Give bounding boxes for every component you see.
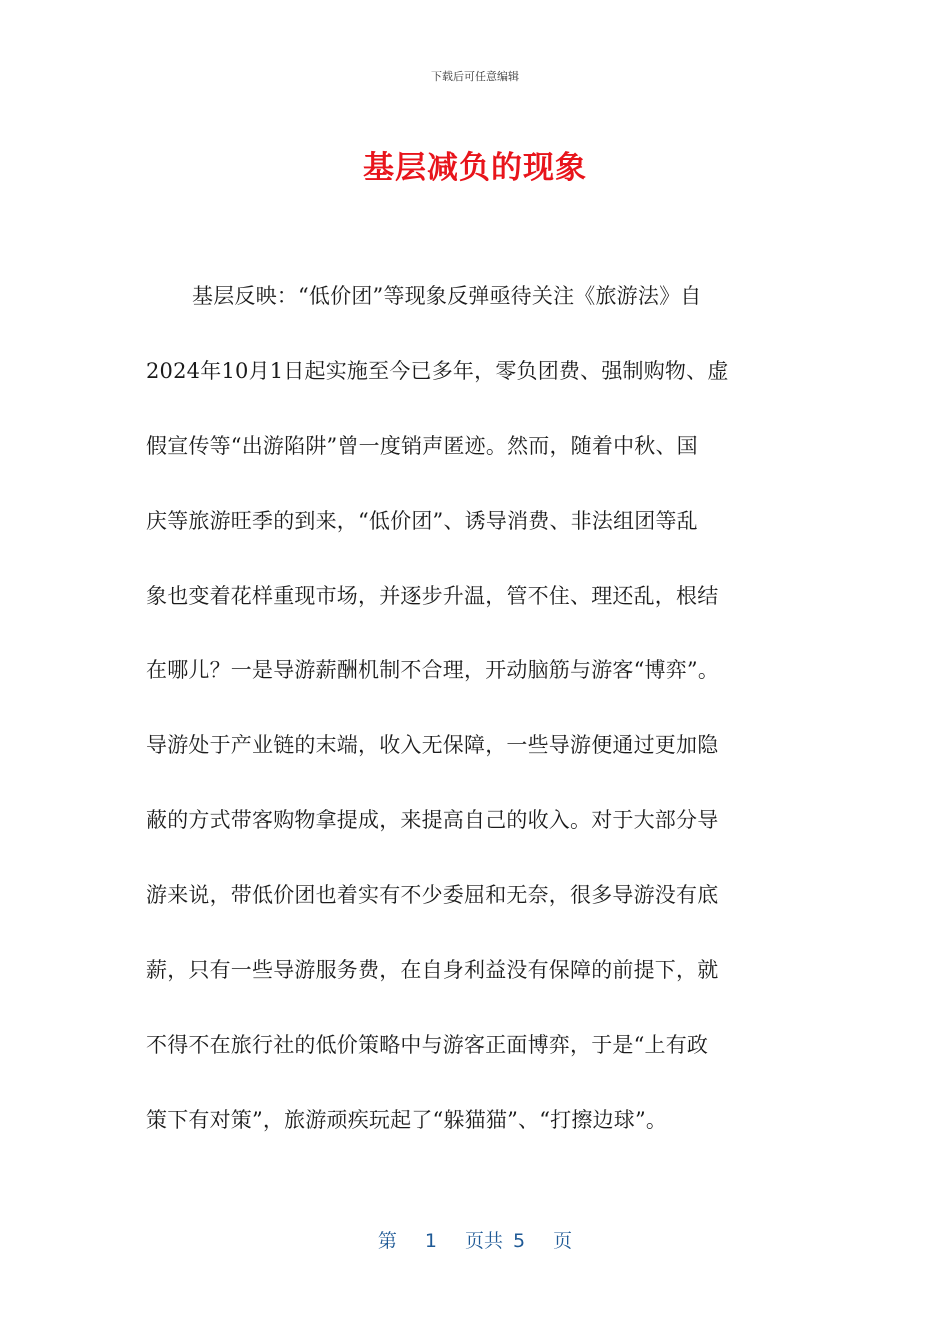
footer-label-page-end: 页 <box>553 1230 573 1252</box>
text-line: 导游处于产业链的末端，收入无保障，一些导游便通过更加隐 <box>146 733 719 758</box>
footer-label-page-of: 页共 <box>464 1230 503 1252</box>
text-line: 2024年10月1日起实施至今已多年，零负团费、强制购物、虚 <box>146 358 729 383</box>
text-line: 策下有对策”，旅游顽疾玩起了“躲猫猫”、“打擦边球”。 <box>146 1107 668 1132</box>
body-paragraph <box>146 276 806 1175</box>
text-line: 在哪儿？一是导游薪酬机制不合理，开动脑筋与游客“博弈”。 <box>146 658 720 683</box>
text-line: 基层反映：“低价团”等现象反弹亟待关注《旅游法》自 <box>192 284 702 308</box>
text-line: 蔽的方式带客购物拿提成，来提高自己的收入。对于大部分导 <box>146 808 719 833</box>
footer-label-page: 第 <box>377 1230 397 1252</box>
text-line: 游来说，带低价团也着实有不少委屈和无奈，很多导游没有底 <box>146 883 719 908</box>
total-pages-number: 5 <box>513 1230 526 1252</box>
header-note: 下载后可任意编辑 <box>431 70 519 83</box>
text-line: 象也变着花样重现市场，并逐步升温，管不住、理还乱，根结 <box>146 583 719 608</box>
document-title: 基层减负的现象 <box>363 150 587 186</box>
page-footer <box>0 1226 950 1253</box>
text-line: 薪，只有一些导游服务费，在自身利益没有保障的前提下，就 <box>146 958 719 983</box>
text-line: 不得不在旅行社的低价策略中与游客正面博弈，于是“上有政 <box>146 1032 709 1057</box>
text-line: 庆等旅游旺季的到来，“低价团”、诱导消费、非法组团等乱 <box>146 508 698 533</box>
text-line: 假宣传等“出游陷阱”曾一度销声匿迹。然而，随着中秋、国 <box>146 433 698 458</box>
current-page-number: 1 <box>424 1230 437 1252</box>
